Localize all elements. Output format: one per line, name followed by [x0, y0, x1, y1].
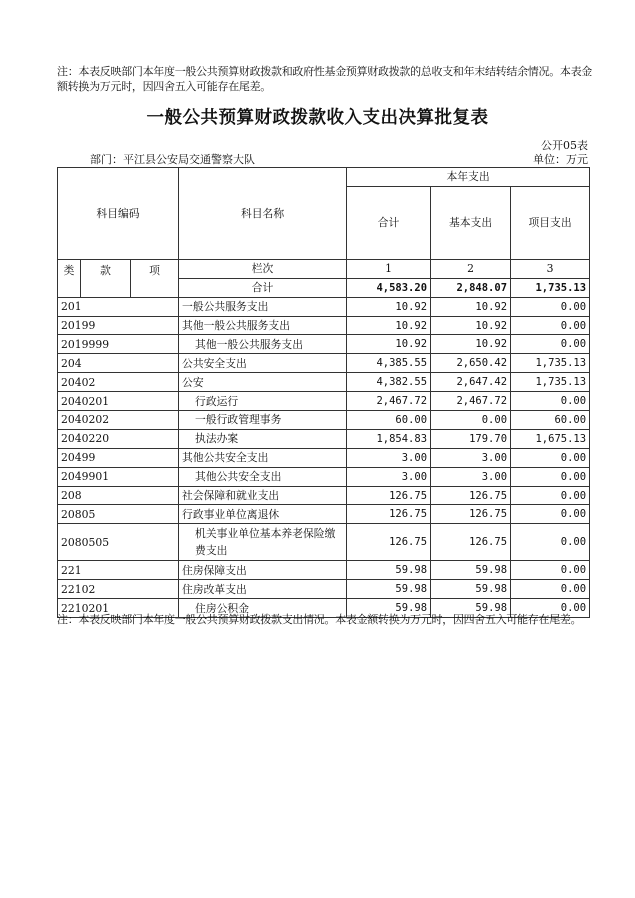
header-name: 科目名称 — [179, 168, 347, 260]
col-index-1: 1 — [347, 259, 431, 278]
table-row — [58, 411, 590, 430]
code-cell: 20499 — [58, 448, 179, 467]
total-cell: 59.98 — [347, 561, 431, 580]
name-cell: 住房改革支出 — [179, 580, 347, 599]
table-row — [58, 373, 590, 392]
name-cell: 其他公共安全支出 — [179, 448, 347, 467]
header-project: 项目支出 — [511, 186, 590, 259]
project-cell: 1,735.13 — [511, 373, 590, 392]
code-cell: 2080505 — [58, 524, 179, 561]
sum-project: 1,735.13 — [511, 278, 590, 297]
basic-cell: 10.92 — [431, 297, 511, 316]
table-row — [58, 467, 590, 486]
basic-cell: 126.75 — [431, 524, 511, 561]
col-index-label: 栏次 — [179, 259, 347, 278]
basic-cell: 0.00 — [431, 411, 511, 430]
table-row — [58, 392, 590, 411]
basic-cell: 126.75 — [431, 486, 511, 505]
project-cell: 0.00 — [511, 561, 590, 580]
name-cell: 其他一般公共服务支出 — [179, 316, 347, 335]
table-row — [58, 448, 590, 467]
basic-cell: 179.70 — [431, 429, 511, 448]
name-cell: 一般行政管理事务 — [179, 411, 347, 430]
code-cell: 2019999 — [58, 335, 179, 354]
project-cell: 0.00 — [511, 524, 590, 561]
name-cell: 住房保障支出 — [179, 561, 347, 580]
code-cell: 2049901 — [58, 467, 179, 486]
bottom-note: 注：本表反映部门本年度一般公共预算财政拨款支出情况。本表金额转换为万元时，因四舍五入可能存在尾差。 — [57, 613, 582, 626]
project-cell: 0.00 — [511, 580, 590, 599]
project-cell: 0.00 — [511, 505, 590, 524]
department-label: 部门：平江县公安局交通警察大队 — [90, 153, 255, 166]
project-cell: 0.00 — [511, 392, 590, 411]
total-cell: 2,467.72 — [347, 392, 431, 411]
basic-cell: 126.75 — [431, 505, 511, 524]
code-cell: 204 — [58, 354, 179, 373]
header-code: 科目编码 — [58, 168, 179, 260]
basic-cell: 59.98 — [431, 561, 511, 580]
code-cell: 2040220 — [58, 429, 179, 448]
basic-cell: 59.98 — [431, 599, 511, 618]
total-cell: 126.75 — [347, 486, 431, 505]
header-basic: 基本支出 — [431, 186, 511, 259]
table-row — [58, 335, 590, 354]
name-cell: 公安 — [179, 373, 347, 392]
name-cell: 行政运行 — [179, 392, 347, 411]
table-row — [58, 524, 590, 561]
sum-total: 4,583.20 — [347, 278, 431, 297]
name-cell: 其他公共安全支出 — [179, 467, 347, 486]
sum-basic: 2,848.07 — [431, 278, 511, 297]
project-cell: 1,675.13 — [511, 429, 590, 448]
header-kuan: 款 — [81, 259, 131, 297]
total-cell: 59.98 — [347, 580, 431, 599]
col-index-2: 2 — [431, 259, 511, 278]
project-cell: 0.00 — [511, 335, 590, 354]
budget-table — [57, 167, 590, 618]
code-cell: 2040202 — [58, 411, 179, 430]
code-cell: 22102 — [58, 580, 179, 599]
basic-cell: 2,650.42 — [431, 354, 511, 373]
project-cell: 0.00 — [511, 297, 590, 316]
total-cell: 10.92 — [347, 297, 431, 316]
header-lei: 类 — [58, 259, 81, 297]
project-cell: 1,735.13 — [511, 354, 590, 373]
basic-cell: 10.92 — [431, 335, 511, 354]
project-cell: 0.00 — [511, 599, 590, 618]
basic-cell: 2,467.72 — [431, 392, 511, 411]
table-row — [58, 354, 590, 373]
sum-label: 合计 — [179, 278, 347, 297]
basic-cell: 3.00 — [431, 448, 511, 467]
code-cell: 208 — [58, 486, 179, 505]
basic-cell: 10.92 — [431, 316, 511, 335]
total-cell: 3.00 — [347, 448, 431, 467]
page-title: 一般公共预算财政拨款收入支出决算批复表 — [146, 108, 489, 128]
name-cell: 其他一般公共服务支出 — [179, 335, 347, 354]
name-cell: 一般公共服务支出 — [179, 297, 347, 316]
form-number: 公开05表 — [541, 139, 588, 152]
total-cell: 4,382.55 — [347, 373, 431, 392]
code-cell: 201 — [58, 297, 179, 316]
basic-cell: 3.00 — [431, 467, 511, 486]
table-row — [58, 486, 590, 505]
table-row — [58, 580, 590, 599]
total-cell: 126.75 — [347, 524, 431, 561]
total-cell: 10.92 — [347, 335, 431, 354]
code-cell: 20805 — [58, 505, 179, 524]
name-cell: 机关事业单位基本养老保险缴费支出 — [179, 524, 347, 561]
project-cell: 0.00 — [511, 316, 590, 335]
col-index-3: 3 — [511, 259, 590, 278]
table-row — [58, 505, 590, 524]
top-note: 注：本表反映部门本年度一般公共预算财政拨款和政府性基金预算财政拨款的总收支和年末结转结余情况。本表金额转换为万元时，因四舍五入可能存在尾差。 — [57, 65, 592, 93]
project-cell: 0.00 — [511, 467, 590, 486]
name-cell: 行政事业单位离退休 — [179, 505, 347, 524]
total-cell: 1,854.83 — [347, 429, 431, 448]
project-cell: 60.00 — [511, 411, 590, 430]
project-cell: 0.00 — [511, 448, 590, 467]
table-row — [58, 429, 590, 448]
header-current-year: 本年支出 — [347, 168, 590, 187]
total-cell: 10.92 — [347, 316, 431, 335]
table-row — [58, 561, 590, 580]
unit-label: 单位：万元 — [533, 153, 588, 166]
name-cell: 社会保障和就业支出 — [179, 486, 347, 505]
basic-cell: 59.98 — [431, 580, 511, 599]
total-cell: 126.75 — [347, 505, 431, 524]
header-total: 合计 — [347, 186, 431, 259]
total-cell: 59.98 — [347, 599, 431, 618]
name-cell: 公共安全支出 — [179, 354, 347, 373]
total-cell: 60.00 — [347, 411, 431, 430]
project-cell: 0.00 — [511, 486, 590, 505]
code-cell: 20402 — [58, 373, 179, 392]
code-cell: 221 — [58, 561, 179, 580]
total-cell: 3.00 — [347, 467, 431, 486]
table-row — [58, 297, 590, 316]
code-cell: 2040201 — [58, 392, 179, 411]
basic-cell: 2,647.42 — [431, 373, 511, 392]
code-cell: 2210201 — [58, 599, 179, 618]
total-cell: 4,385.55 — [347, 354, 431, 373]
name-cell: 执法办案 — [179, 429, 347, 448]
header-xiang: 项 — [131, 259, 179, 297]
name-cell: 住房公积金 — [179, 599, 347, 618]
code-cell: 20199 — [58, 316, 179, 335]
table-row — [58, 316, 590, 335]
